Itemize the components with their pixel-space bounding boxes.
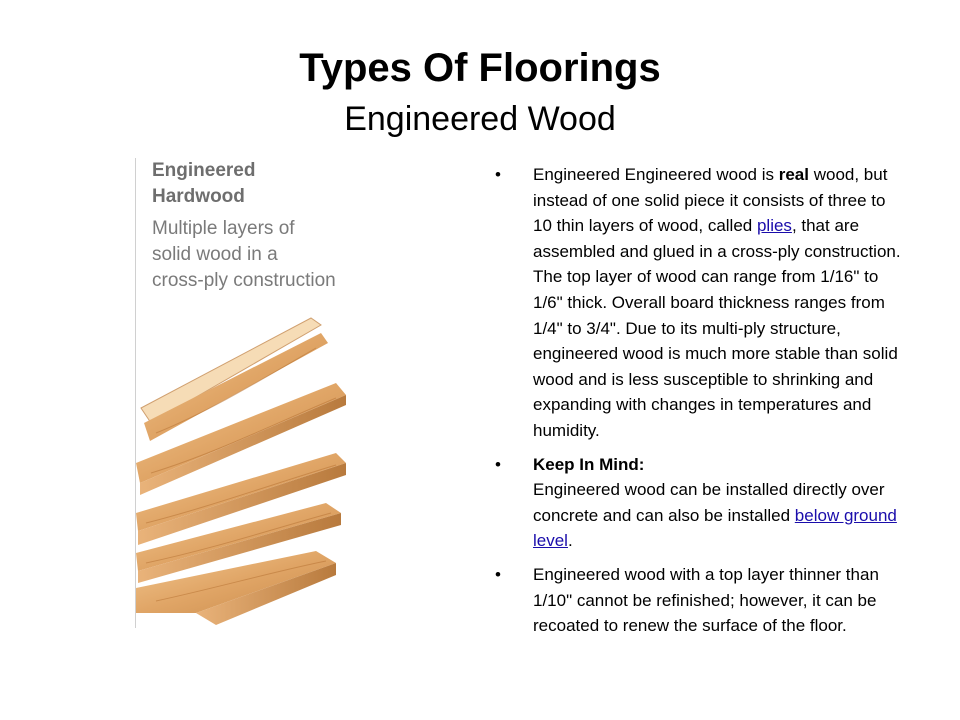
bullet-text: , that are assembled and glued in a cross-ply construction. The top layer of wood can range from 1/16" to 1/6" thick. Overall board thickness ranges from 1/4" to 3/4". Due to its multi-ply structure, engineered wood is much more stable than solid wood and is less susceptible to shrinking and expanding with changes in temperatures and humidity. bbox=[533, 216, 901, 440]
below-ground-level-link[interactable]: below ground level bbox=[533, 505, 897, 551]
bullet-text: Engineered wood with a top layer thinner than 1/10" cannot be refinished; however, it can be recoated to renew the surface of the floor. bbox=[533, 564, 879, 636]
bullet-text: . bbox=[567, 531, 573, 551]
figure-caption bbox=[152, 216, 387, 294]
figure-heading bbox=[152, 158, 382, 210]
wood-layers-illustration bbox=[136, 313, 386, 633]
bullet-bold-text: real bbox=[778, 165, 809, 184]
bullet-text: wood, but instead of one solid piece it consists of three to 10 thin layers of wood, called bbox=[533, 165, 888, 236]
figure-heading-line-2: Hardwood bbox=[152, 186, 245, 207]
bullet-heading: Keep In Mind: bbox=[533, 454, 645, 474]
bullet-item-3 bbox=[495, 562, 907, 639]
slide-title: Types Of Floorings bbox=[299, 46, 661, 90]
slide-subtitle: Engineered Wood bbox=[344, 100, 616, 138]
bullet-list bbox=[495, 162, 907, 647]
plies-link[interactable]: plies bbox=[756, 216, 792, 236]
bullet-item-2 bbox=[495, 452, 907, 554]
bullet-text: Engineered wood can be installed directly over concrete and can also be installed bbox=[533, 480, 885, 525]
engineered-hardwood-figure bbox=[135, 158, 386, 628]
bullet-item-1 bbox=[495, 162, 907, 444]
figure-caption-line-2: solid wood in a bbox=[152, 244, 278, 265]
bullet-marker: • bbox=[495, 564, 501, 584]
figure-caption-line-1: Multiple layers of bbox=[152, 218, 295, 239]
figure-heading-line-1: Engineered bbox=[152, 160, 256, 181]
figure-caption-line-3: cross-ply construction bbox=[152, 270, 336, 291]
bullet-marker: • bbox=[495, 454, 501, 474]
bullet-text: Engineered Engineered wood is bbox=[533, 165, 779, 184]
bullet-marker: • bbox=[495, 165, 501, 184]
